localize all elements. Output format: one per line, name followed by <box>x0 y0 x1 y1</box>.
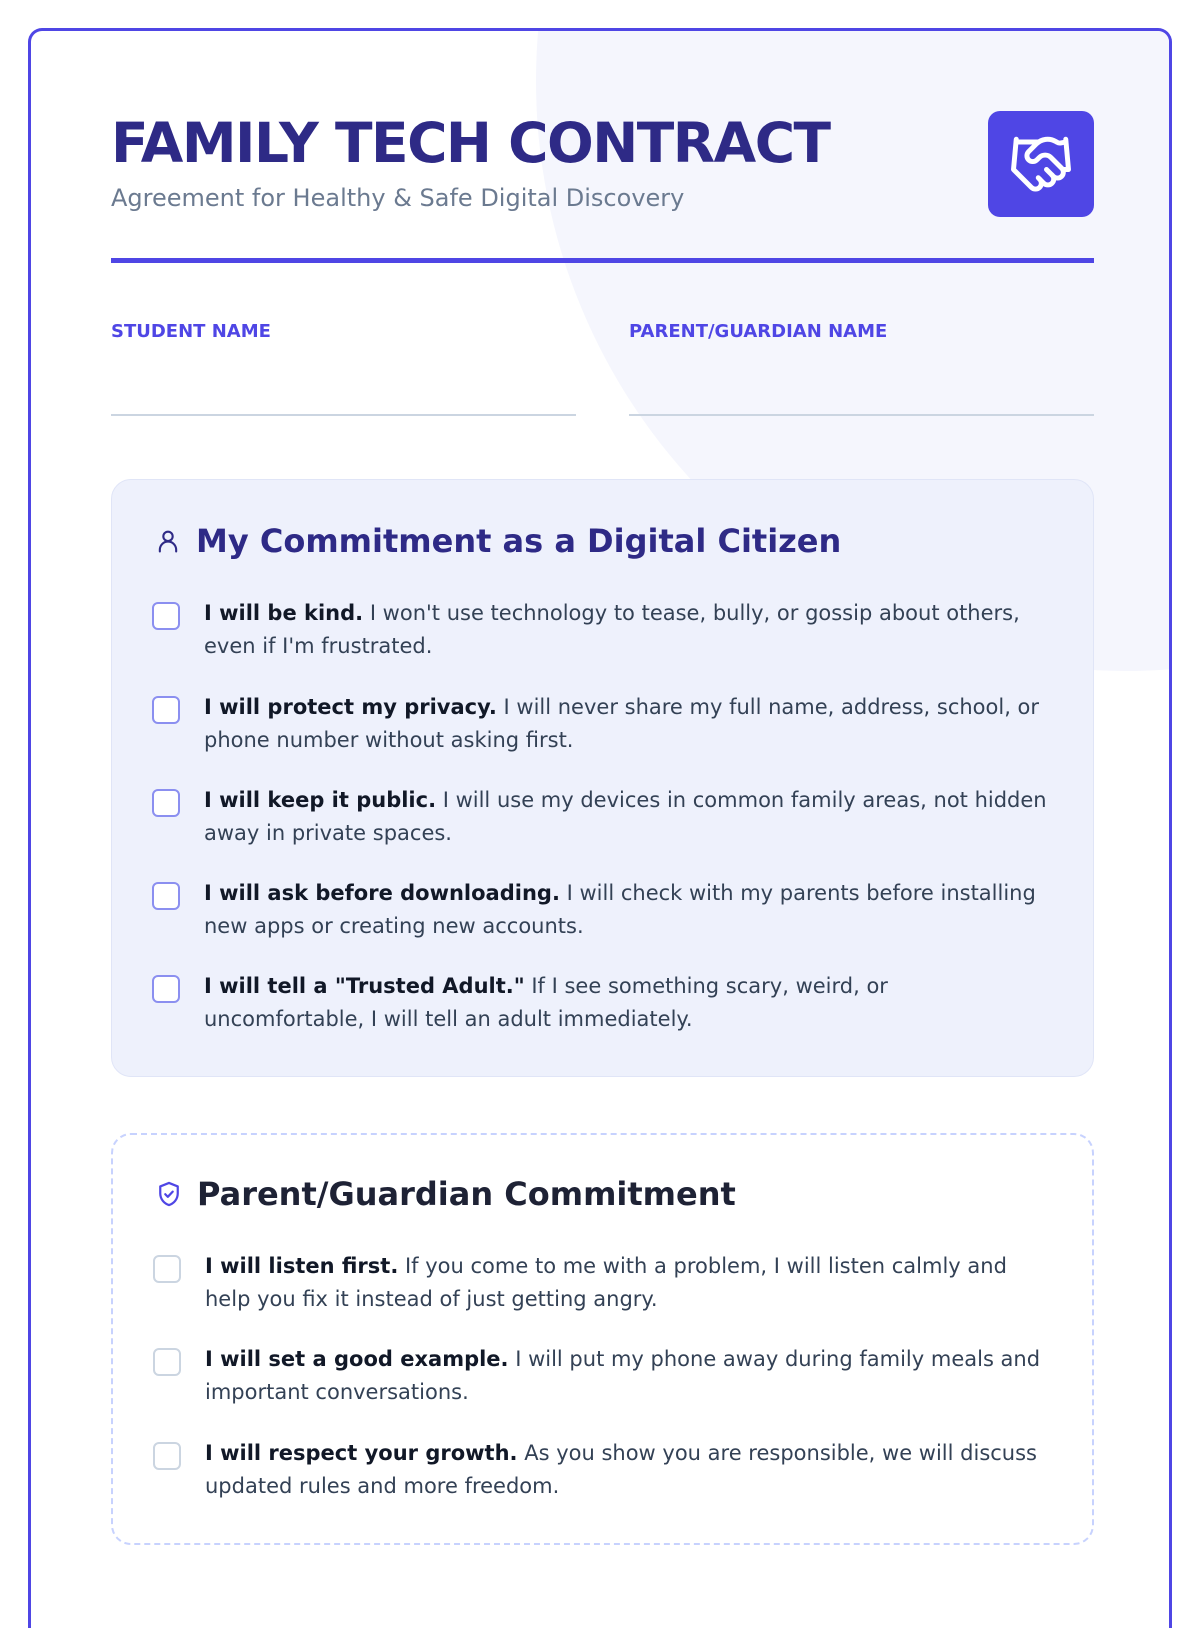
handshake-icon <box>1008 131 1074 197</box>
parent-item-body: If you come to me with a problem, I will listen calmly and help you fix it instead of just getting angry. <box>205 1254 1007 1311</box>
student-item-body: I will never share my full name, address, school, or phone number without asking first. <box>204 695 1040 752</box>
student-item-text <box>204 597 1054 663</box>
student-item-body: I will check with my parents before installing new apps or creating new accounts. <box>204 881 1036 938</box>
student-item-text <box>204 691 1054 757</box>
parent-commitment-section <box>111 1133 1094 1545</box>
student-item-lead: I will be kind. <box>204 601 364 625</box>
parent-item-checkbox[interactable] <box>153 1348 181 1376</box>
student-section-title: My Commitment as a Digital Citizen <box>196 522 842 560</box>
student-name-label: STUDENT NAME <box>111 321 271 342</box>
student-item-checkbox[interactable] <box>152 975 180 1003</box>
user-icon <box>154 527 182 555</box>
parent-item-lead: I will respect your growth. <box>205 1441 518 1465</box>
student-item-body: If I see something scary, weird, or uncomfortable, I will tell an adult immediately. <box>204 974 888 1031</box>
parent-item-body: As you show you are responsible, we will discuss updated rules and more freedom. <box>205 1441 1037 1498</box>
student-item-checkbox[interactable] <box>152 696 180 724</box>
student-item-body: I won't use technology to tease, bully, or gossip about others, even if I'm frustrated. <box>204 601 1020 658</box>
parent-section-title: Parent/Guardian Commitment <box>197 1175 736 1213</box>
student-section-header <box>154 522 841 560</box>
student-commitment-section <box>111 479 1094 1077</box>
parent-name-label: PARENT/GUARDIAN NAME <box>629 321 888 342</box>
parent-name-field[interactable] <box>629 414 1094 416</box>
page-subtitle: Agreement for Healthy & Safe Digital Discovery <box>111 184 685 212</box>
parent-item-text <box>205 1343 1055 1409</box>
parent-item-lead: I will set a good example. <box>205 1347 509 1371</box>
parent-item-body: I will put my phone away during family meals and important conversations. <box>205 1347 1041 1404</box>
student-item-text <box>204 877 1054 943</box>
student-item-checkbox[interactable] <box>152 602 180 630</box>
student-item-checkbox[interactable] <box>152 789 180 817</box>
page-title: FAMILY TECH CONTRACT <box>111 111 830 175</box>
student-item-body: I will use my devices in common family areas, not hidden away in private spaces. <box>204 788 1047 845</box>
student-item-lead: I will protect my privacy. <box>204 695 497 719</box>
student-item-text <box>204 970 1054 1036</box>
student-item-lead: I will tell a "Trusted Adult." <box>204 974 525 998</box>
parent-section-header <box>155 1175 736 1213</box>
logo-badge <box>988 111 1094 217</box>
student-item-checkbox[interactable] <box>152 882 180 910</box>
student-item-text <box>204 784 1054 850</box>
student-item-lead: I will keep it public. <box>204 788 437 812</box>
student-item-lead: I will ask before downloading. <box>204 881 560 905</box>
parent-item-text <box>205 1437 1055 1503</box>
contract-page <box>28 28 1172 1628</box>
parent-item-checkbox[interactable] <box>153 1442 181 1470</box>
parent-item-checkbox[interactable] <box>153 1255 181 1283</box>
student-name-field[interactable] <box>111 414 576 416</box>
shield-check-icon <box>155 1180 183 1208</box>
header-divider <box>111 258 1094 263</box>
parent-item-text <box>205 1250 1055 1316</box>
parent-item-lead: I will listen first. <box>205 1254 399 1278</box>
